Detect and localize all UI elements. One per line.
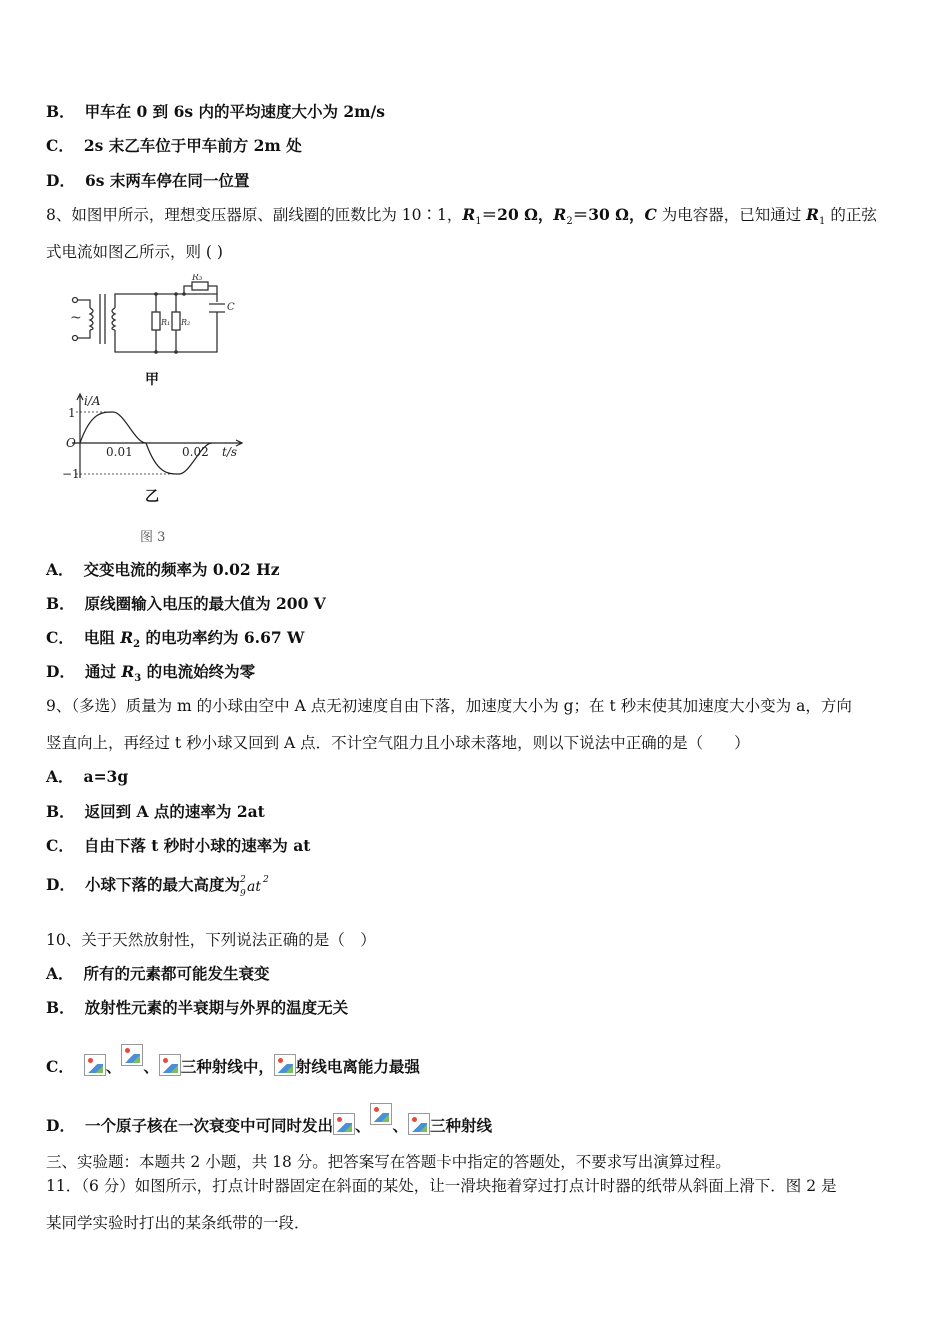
graph-x2: 0.02 xyxy=(182,445,209,459)
graph-ylabel: i/A xyxy=(84,394,101,408)
q8-option-a xyxy=(46,560,280,580)
resistor-r2 xyxy=(172,312,180,330)
terminal-top xyxy=(73,298,78,303)
q9-stem-text: 9、（多选）质量为 m 的小球由空中 A 点无初速度自由下落，加速度大小为 g；在 t 秒末使其加速度大小变为 a，方向 xyxy=(46,697,852,715)
sub-r2: 2 xyxy=(133,639,141,651)
figure-caption: 图 3 xyxy=(140,530,166,545)
q9-stem-text: 竖直向上，再经过 t 秒小球又回到 A 点．不计空气阻力且小球未落地，则以下说法中正确的是（ ） xyxy=(46,734,750,752)
separator: 、 xyxy=(354,1116,371,1135)
option-label: B． xyxy=(46,102,75,121)
terminal-bottom xyxy=(73,336,78,341)
option-d-top xyxy=(46,171,249,191)
var-r3: R xyxy=(121,662,135,681)
var-r2: R xyxy=(553,205,567,224)
q8-stem-line1 xyxy=(46,205,877,232)
broken-image-icon xyxy=(121,1044,143,1066)
option-label: D． xyxy=(46,875,75,894)
q10-stem-text: 10、关于天然放射性，下列说法正确的是（ ） xyxy=(46,931,376,949)
option-label: C． xyxy=(46,628,74,647)
q8-stem-text: 的正弦 xyxy=(825,206,877,224)
q10-stem xyxy=(46,930,376,950)
frac-expr: at xyxy=(246,879,261,895)
label-r1: R₁ xyxy=(161,318,171,327)
graph-caption: 乙 xyxy=(145,489,159,505)
q9-stem-line1 xyxy=(46,696,852,716)
option-text: 自由下落 t 秒时小球的速率为 at xyxy=(83,836,311,855)
option-label: A． xyxy=(46,560,74,579)
option-text: 6s 末两车停在同一位置 xyxy=(84,171,250,190)
option-label: A． xyxy=(46,767,74,786)
option-label: B． xyxy=(46,998,75,1017)
label-c: C xyxy=(227,302,235,313)
q8-option-c xyxy=(46,628,304,655)
separator: 、 xyxy=(143,1057,159,1076)
var-c: C xyxy=(644,205,657,224)
option-c-top xyxy=(46,136,302,156)
q10-option-d xyxy=(46,1103,492,1136)
option-text: 的电流始终为零 xyxy=(141,662,256,681)
graph-x1: 0.01 xyxy=(106,445,133,459)
graph-y-top: 1 xyxy=(68,406,76,420)
graph-origin: O xyxy=(66,436,76,450)
q10-option-a xyxy=(46,964,270,984)
fraction-expression xyxy=(239,874,270,899)
sub-r1: 1 xyxy=(475,216,482,228)
q9-option-b xyxy=(46,802,265,822)
sub-r2: 2 xyxy=(566,216,573,228)
q8-stem-line2 xyxy=(46,242,223,262)
var-r2: R xyxy=(120,628,134,647)
graph-xlabel: t/s xyxy=(222,445,238,459)
frac-denominator: 9 xyxy=(239,889,246,899)
broken-image-icon xyxy=(274,1054,296,1076)
var-r1: R xyxy=(462,205,476,224)
q8-option-d xyxy=(46,662,255,689)
option-label: D． xyxy=(46,662,75,681)
broken-image-icon xyxy=(408,1113,430,1135)
frac-numerator: 2 xyxy=(239,875,246,885)
q10-option-b xyxy=(46,998,348,1018)
option-label: C． xyxy=(46,836,74,855)
current-graph xyxy=(62,392,252,484)
val-r2: ＝30 Ω， xyxy=(572,205,645,224)
option-label: D． xyxy=(46,171,75,190)
q9-option-c xyxy=(46,836,310,856)
option-text: 2s 末乙车位于甲车前方 2m 处 xyxy=(83,136,302,155)
q9-option-d xyxy=(46,874,270,899)
sub-r1: 1 xyxy=(819,216,826,228)
q8-stem-text: 为电容器，已知通过 xyxy=(656,206,807,224)
q11-stem-line1 xyxy=(46,1176,836,1196)
broken-image-icon xyxy=(370,1103,392,1125)
q9-stem-line2 xyxy=(46,733,750,753)
section-3-heading xyxy=(46,1152,731,1172)
option-label: B． xyxy=(46,594,75,613)
option-text: a=3g xyxy=(83,767,129,786)
resistor-r1 xyxy=(152,312,160,330)
resistor-r3 xyxy=(192,282,208,290)
primary-coil xyxy=(90,308,93,330)
option-label: D． xyxy=(46,1116,75,1135)
option-text: 射线电离能力最强 xyxy=(295,1057,420,1076)
option-text: 的电功率约为 6.67 W xyxy=(140,628,305,647)
q8-option-b xyxy=(46,594,326,614)
option-text: 电阻 xyxy=(83,628,121,647)
sub-r3: 3 xyxy=(134,673,142,685)
option-text: 甲车在 0 到 6s 内的平均速度大小为 2m/s xyxy=(84,102,385,121)
option-text: 放射性元素的半衰期与外界的温度无关 xyxy=(84,998,349,1017)
graph-y-bottom: −1 xyxy=(62,467,80,481)
option-text: 小球下落的最大高度为 xyxy=(84,875,240,894)
var-r1: R xyxy=(806,205,820,224)
q11-stem-line2 xyxy=(46,1213,310,1233)
option-text: 返回到 A 点的速率为 2at xyxy=(84,802,265,821)
circuit-caption: 甲 xyxy=(145,372,159,388)
separator: 、 xyxy=(105,1057,122,1076)
separator: 、 xyxy=(392,1116,408,1135)
q8-stem-text: 式电流如图乙所示，则 ( ) xyxy=(46,243,223,261)
option-text: 所有的元素都可能发生衰变 xyxy=(83,964,270,983)
capacitor xyxy=(209,304,225,312)
option-text: 通过 xyxy=(84,662,122,681)
option-label: B． xyxy=(46,802,75,821)
option-b-top xyxy=(46,102,385,122)
label-r3: R₃ xyxy=(192,274,203,283)
option-text: 原线圈输入电压的最大值为 200 V xyxy=(84,594,326,613)
option-label: C． xyxy=(46,1057,74,1076)
q8-stem-text: 8、如图甲所示，理想变压器原、副线圈的匝数比为 10∶1， xyxy=(46,206,463,224)
q11-stem-text: 11．（6 分）如图所示，打点计时器固定在斜面的某处，让一滑块拖着穿过打点计时器的纸带从斜面上滑下．图 2 是 xyxy=(46,1177,837,1195)
option-text: 三种射线 xyxy=(430,1116,493,1135)
option-text: 一个原子核在一次衰变中可同时发出 xyxy=(84,1116,333,1135)
option-text: 三种射线中， xyxy=(180,1057,274,1076)
frac-sup: 2 xyxy=(262,875,269,885)
section-heading-text: 三、实验题：本题共 2 小题，共 18 分。把答案写在答题卡中指定的答题处，不要求写出演算过程。 xyxy=(46,1153,731,1171)
val-r1: ＝20 Ω， xyxy=(481,205,554,224)
q9-option-a xyxy=(46,767,128,787)
option-label: C． xyxy=(46,136,74,155)
option-label: A． xyxy=(46,964,74,983)
circuit-diagram xyxy=(64,274,249,364)
broken-image-icon xyxy=(333,1113,355,1135)
svg-text:~: ~ xyxy=(70,310,82,326)
broken-image-icon xyxy=(84,1054,106,1076)
label-r2: R₂ xyxy=(181,318,191,327)
q11-stem-text: 某同学实验时打出的某条纸带的一段． xyxy=(46,1214,310,1232)
option-text: 交变电流的频率为 0.02 Hz xyxy=(83,560,280,579)
broken-image-icon xyxy=(159,1054,181,1076)
q10-option-c xyxy=(46,1044,420,1077)
secondary-coil xyxy=(112,308,115,330)
